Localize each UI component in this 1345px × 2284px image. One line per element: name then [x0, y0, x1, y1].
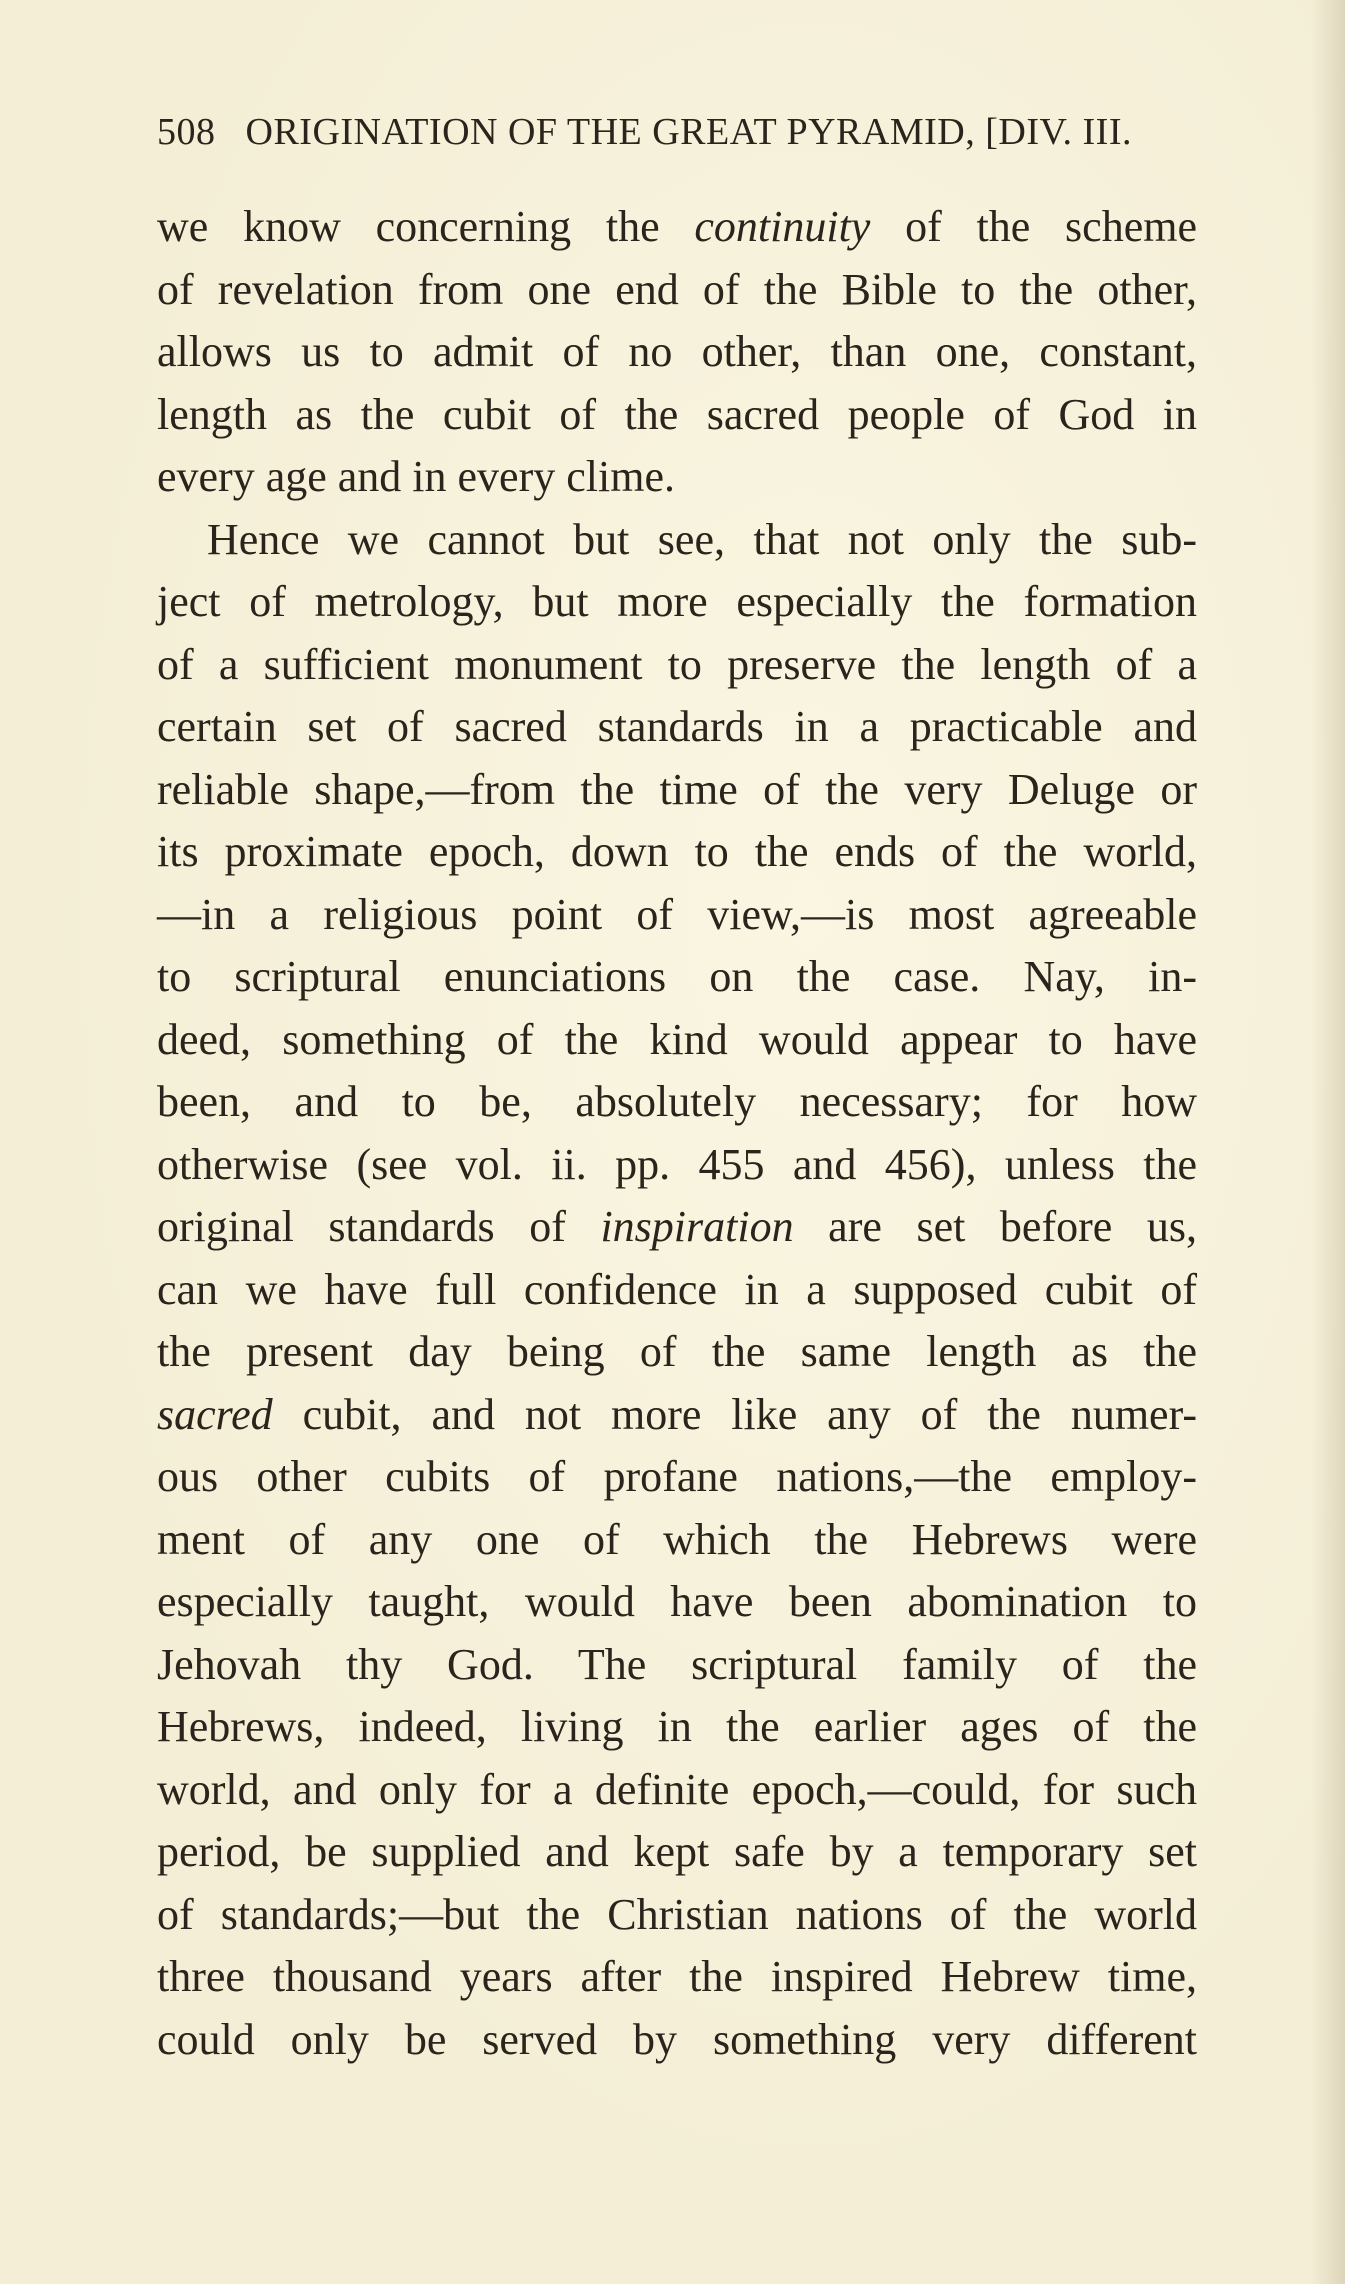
text-line — [157, 1259, 1197, 1322]
text-segment: especially taught, would have been abomination to — [157, 1577, 1197, 1626]
text-line — [157, 1134, 1197, 1197]
text-segment: of the scheme — [870, 202, 1197, 251]
text-segment: world, and only for a definite epoch,—could, for such — [157, 1764, 1197, 1814]
text-segment: can we have full confidence in a supposed cubit of — [157, 1264, 1197, 1314]
text-line — [157, 1009, 1197, 1072]
text-line — [157, 884, 1197, 947]
text-line — [157, 1634, 1197, 1697]
text-segment: period, be supplied and kept safe by a temporary set — [157, 1827, 1197, 1876]
page-edge-shadow — [1311, 0, 1345, 2284]
text-line — [157, 1696, 1197, 1759]
text-segment: three thousand years after the inspired Hebrew time, — [157, 1952, 1197, 2001]
text-line — [157, 759, 1197, 822]
text-line — [157, 259, 1197, 322]
text-line — [157, 196, 1197, 259]
text-line — [157, 1509, 1197, 1572]
text-line — [157, 1571, 1197, 1634]
text-segment: its proximate epoch, down to the ends of the world, — [157, 827, 1197, 876]
paragraph — [157, 509, 1197, 2072]
text-segment: Hebrews, indeed, living in the earlier ages of the — [157, 1702, 1197, 1751]
text-segment: —in a religious point of view,—is most agreeable — [157, 889, 1197, 939]
text-segment: length as the cubit of the sacred people of God in — [157, 389, 1197, 439]
text-segment: to scriptural enunciations on the case. Nay, in- — [157, 952, 1197, 1001]
text-segment: Hence we cannot but see, that not only the sub- — [207, 514, 1197, 564]
text-line — [157, 696, 1197, 759]
text-segment: of standards;—but the Christian nations of the world — [157, 1889, 1197, 1939]
text-line — [157, 1821, 1197, 1884]
italic-phrase: continuity — [694, 202, 871, 251]
text-segment: reliable shape,—from the time of the very Deluge or — [157, 764, 1197, 814]
running-header — [157, 110, 1207, 154]
running-title: ORIGINATION OF THE GREAT PYRAMID, [DIV. III. — [245, 111, 1132, 153]
text-segment: of a sufficient monument to preserve the length of a — [157, 639, 1197, 689]
text-line — [157, 1946, 1197, 2009]
text-line — [157, 509, 1197, 572]
text-segment: are set before us, — [793, 1202, 1197, 1251]
text-line — [157, 2009, 1197, 2072]
text-line — [157, 1759, 1197, 1822]
text-segment: every age and in every clime. — [157, 452, 675, 501]
text-line — [157, 446, 1197, 509]
text-line — [157, 1071, 1197, 1134]
text-line — [157, 1196, 1197, 1259]
text-line — [157, 384, 1197, 447]
text-segment: we know concerning the — [157, 202, 695, 251]
text-segment: original standards of — [157, 1202, 601, 1251]
text-line — [157, 321, 1197, 384]
text-line — [157, 634, 1197, 697]
italic-phrase: sacred — [157, 1389, 273, 1439]
text-line — [157, 1446, 1197, 1509]
text-line — [157, 1884, 1197, 1947]
text-segment: ject of metrology, but more especially the formation — [157, 577, 1197, 626]
text-segment: been, and to be, absolutely necessary; for how — [157, 1077, 1197, 1126]
text-line — [157, 1321, 1197, 1384]
text-segment: could only be served by something very different — [157, 2014, 1197, 2064]
text-line — [157, 571, 1197, 634]
text-line — [157, 946, 1197, 1009]
italic-phrase: inspiration — [600, 1202, 794, 1251]
text-segment: otherwise (see vol. ii. pp. 455 and 456), unless the — [157, 1139, 1197, 1189]
paragraph — [157, 196, 1197, 509]
text-segment: ous other cubits of profane nations,—the employ- — [157, 1452, 1197, 1501]
text-segment: allows us to admit of no other, than one, constant, — [157, 327, 1197, 376]
text-line — [157, 821, 1197, 884]
text-segment: Jehovah thy God. The scriptural family of the — [157, 1639, 1197, 1689]
text-segment: deed, something of the kind would appear to have — [157, 1014, 1197, 1064]
text-segment: cubit, and not more like any of the numer- — [272, 1389, 1197, 1439]
page-number: 508 — [157, 111, 216, 153]
text-segment: the present day being of the same length as the — [157, 1327, 1197, 1376]
body-text — [157, 196, 1197, 2071]
text-segment: of revelation from one end of the Bible to the other, — [157, 264, 1197, 314]
text-segment: ment of any one of which the Hebrews were — [157, 1514, 1197, 1564]
text-segment: certain set of sacred standards in a practicable and — [157, 702, 1197, 751]
text-line — [157, 1384, 1197, 1447]
